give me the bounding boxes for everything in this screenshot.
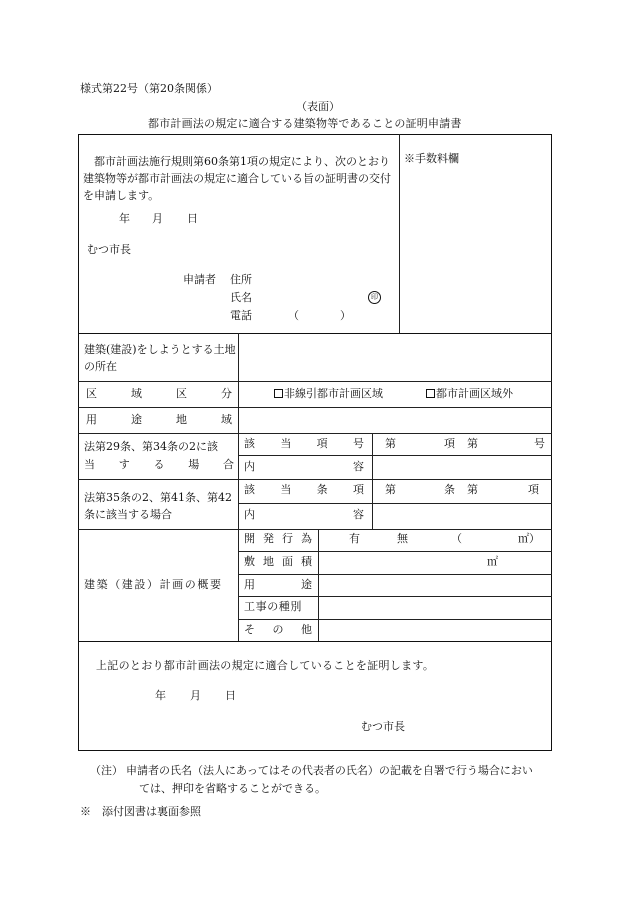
row-line <box>78 381 552 382</box>
law29-label-line2: 当 す る 場 合 <box>84 458 234 471</box>
item-dai: 第 <box>467 437 478 450</box>
certificate-text: 上記のとおり都市計画法の規定に適合していることを証明します。 <box>96 659 435 672</box>
applicant-label: 申請者 <box>183 273 216 286</box>
law29-label: 法第29条、第34条の2に該 <box>84 440 218 453</box>
phone-paren-open: （ <box>288 309 299 322</box>
site-area-unit: ㎡ <box>487 555 498 568</box>
fee-label: ※手数料欄 <box>404 152 459 165</box>
area-option-senbiki[interactable]: 非線引都市計画区域 <box>274 388 383 399</box>
note-line-2: ては、押印を省略することができる。 <box>139 782 326 795</box>
certificate-issuer: むつ市長 <box>361 720 405 733</box>
phone-label: 電話 <box>230 309 252 322</box>
development-yes: 有 <box>349 532 360 545</box>
addressee: むつ市長 <box>87 243 131 256</box>
area-option-outside[interactable]: 都市計画区域外 <box>426 388 513 399</box>
date-month-label: 月 <box>152 212 163 225</box>
item-dai: 第 <box>385 437 396 450</box>
application-text: 都市計画法施行規則第60条第1項の規定により、次のとおり建築物等が都市計画法の規定に適合している旨の証明書の交付を申請します。 <box>83 155 391 202</box>
note-mark: （注） <box>90 764 123 777</box>
cert-date-day: 日 <box>225 689 236 702</box>
form-title: 都市計画法の規定に適合する建築物等であることの証明申請書 <box>148 117 462 130</box>
item-number-label: 該 当 項 号 <box>244 437 364 450</box>
checkbox-icon[interactable] <box>274 389 283 398</box>
development-paren-open: （ <box>451 532 462 545</box>
development-label: 開 発 行 為 <box>244 532 312 545</box>
col-line <box>372 433 373 529</box>
row-line <box>78 433 552 434</box>
land-location-label: 建築(建設)をしようとする土地の所在 <box>84 343 236 373</box>
use-zone-label: 用 途 地 域 <box>86 413 232 426</box>
cert-date-year: 年 <box>155 689 166 702</box>
label-column-divider <box>238 333 239 641</box>
row-line <box>238 455 552 456</box>
divider <box>78 333 552 334</box>
date-year-label: 年 <box>119 212 130 225</box>
content-label: 内 容 <box>244 460 364 473</box>
clause-label: 該 当 条 項 <box>244 483 364 496</box>
row-line <box>78 479 552 480</box>
seal-icon: 印 <box>368 291 381 304</box>
row-line <box>238 503 552 504</box>
col-line <box>318 529 319 641</box>
content-label: 内 容 <box>244 508 364 521</box>
form-number: 様式第22号（第20条関係） <box>80 82 218 95</box>
row-line <box>78 529 552 530</box>
checkbox-icon[interactable] <box>426 389 435 398</box>
row-line <box>238 619 552 620</box>
law35-label: 法第35条の2、第41条、第42条に該当する場合 <box>84 491 232 521</box>
plan-summary-label: 建築（建設）計画の概要 <box>84 578 223 591</box>
area-class-label: 区 域 区 分 <box>86 387 232 400</box>
note-line-1: 申請者の氏名（法人にあってはその代表者の氏名）の記載を自署で行う場合におい <box>126 764 533 777</box>
fee-column-divider <box>399 134 400 333</box>
development-area-unit: ㎡） <box>518 532 540 545</box>
clause-kou: 項 <box>528 483 539 496</box>
item-kou: 項 <box>444 437 455 450</box>
cert-date-month: 月 <box>190 689 201 702</box>
address-label: 住所 <box>230 273 252 286</box>
item-gou: 号 <box>534 437 545 450</box>
divider <box>78 641 552 642</box>
name-label: 氏名 <box>230 291 252 304</box>
site-area-label: 敷 地 面 積 <box>244 555 312 568</box>
other-label: そ の 他 <box>244 623 312 636</box>
development-no: 無 <box>397 532 408 545</box>
clause-dai: 第 <box>467 483 478 496</box>
row-line <box>78 407 552 408</box>
date-day-label: 日 <box>187 212 198 225</box>
row-line <box>238 574 552 575</box>
phone-paren-close: ） <box>340 309 351 322</box>
work-type-label: 工事の種別 <box>244 600 302 613</box>
clause-jou: 条 <box>444 483 455 496</box>
form-side-label: （表面） <box>296 100 340 113</box>
row-line <box>238 551 552 552</box>
clause-dai: 第 <box>385 483 396 496</box>
usage-label: 用 途 <box>244 578 312 591</box>
row-line <box>238 596 552 597</box>
attachment-reference: ※ 添付図書は裏面参照 <box>80 805 201 818</box>
